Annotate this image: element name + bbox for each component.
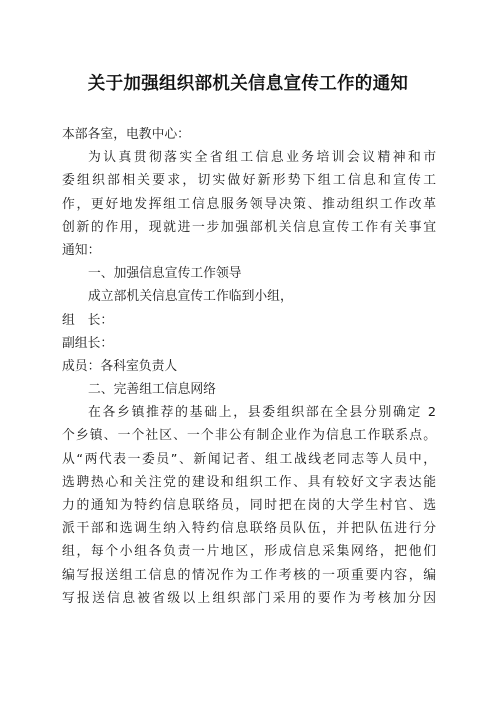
- paragraph-line: 力的通知为特约信息联络员，同时把在岗的大学生村官、选: [62, 498, 436, 513]
- document-body: [62, 123, 436, 610]
- list-item: 副组长：: [62, 335, 114, 351]
- paragraph-line: 选聘热心和关注党的建设和组织工作、具有较好文字表达能: [62, 474, 436, 490]
- paragraph-line: 为认真贯彻落实全省组工信息业务培训会议精神和市: [88, 150, 436, 166]
- list-item: 成员：各科室负责人: [62, 358, 178, 374]
- paragraph-line: 写报送信息被省级以上组织部门采用的要作为考核加分因: [62, 590, 436, 606]
- paragraph-line: 从“两代表一委员”、新闻记者、组工战线老同志等人员中，: [62, 451, 436, 467]
- paragraph-line: 派干部和选调生纳入特约信息联络员队伍，并把队伍进行分: [62, 521, 436, 537]
- section-heading: 二、完善组工信息网络: [88, 382, 216, 398]
- paragraph-line: 编写报送组工信息的情况作为工作考核的一项重要内容，编: [62, 567, 436, 583]
- salutation-line: 本部各室，电教中心：: [62, 127, 190, 142]
- paragraph-line: 成立部机关信息宣传工作临到小组，: [88, 289, 293, 305]
- section-heading: 一、加强信息宣传工作领导: [88, 266, 242, 282]
- document-title: 关于加强组织部机关信息宣传工作的通知: [87, 74, 409, 94]
- paragraph-line: 在各乡镇推荐的基础上，县委组织部在全县分别确定 2: [88, 405, 436, 421]
- paragraph-line: 通知：: [62, 242, 101, 258]
- paragraph-line: 组，每个小组各负责一片地区，形成信息采集网络，把他们: [62, 544, 436, 560]
- paragraph-line: 委组织部相关要求，切实做好新形势下组工信息和宣传工: [62, 173, 436, 189]
- list-item: 组 长：: [62, 312, 114, 328]
- paragraph-line: 个乡镇、一个社区、一个非公有制企业作为信息工作联系点。: [62, 428, 436, 444]
- paragraph-line: 作，更好地发挥组工信息服务领导决策、推动组织工作改革: [62, 196, 436, 212]
- paragraph-line: 创新的作用，现就进一步加强部机关信息宣传工作有关事宜: [62, 219, 436, 235]
